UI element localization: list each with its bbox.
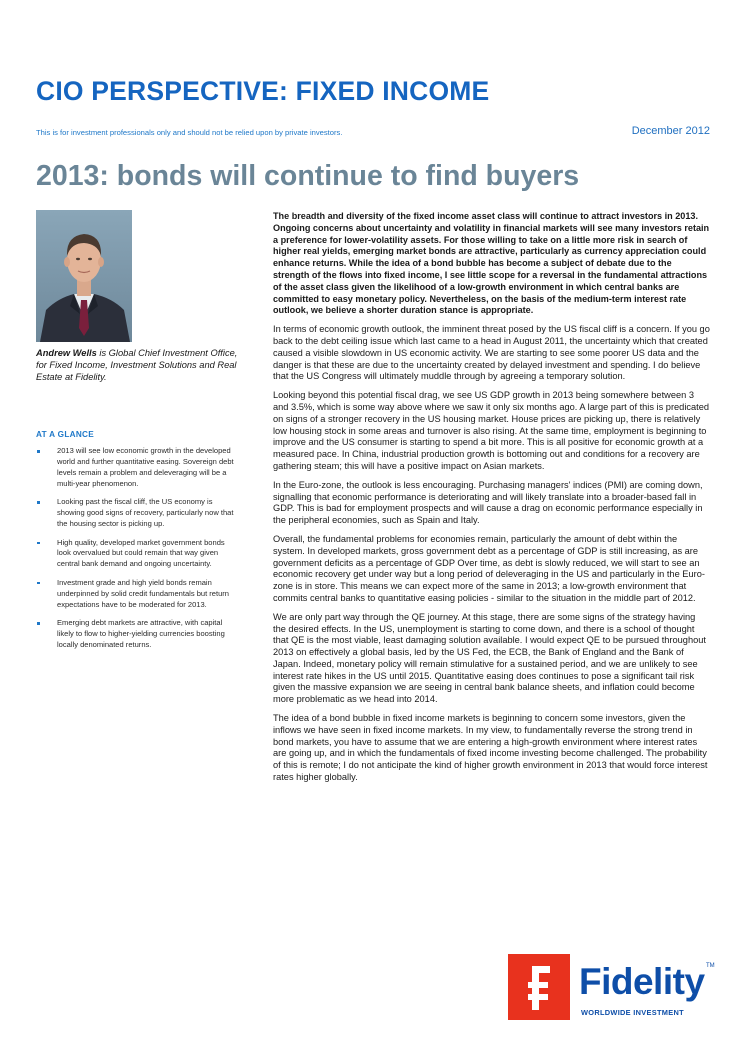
author-portrait-image — [36, 210, 132, 342]
article-paragraph: Looking beyond this potential fiscal drag, we see US GDP growth in 2013 being somewhere between 3 and 3.5%, which is some way above where we saw it only six months ago. A large part of this is predicated on signs of a stronger recovery in the US housing market. House prices are picking up, there is relatively low housing stock in some areas and turnover is also rising. At the same time, employment is beginning to improve and the US consumer is starting to spend a bit more. This is all positive for economic growth at a measured pace. In China, industrial production growth is bottoming out and conditions for a recovery are gathering steam; this will have a positive impact on Asian markets. — [273, 390, 710, 471]
series-title: CIO PERSPECTIVE: FIXED INCOME — [36, 76, 490, 106]
glance-item — [36, 578, 236, 611]
glance-item-text: Investment grade and high yield bonds remain underpinned by solid credit fundamentals but return expectations have to be moderated for 2013. — [57, 577, 230, 609]
fidelity-f-mark-icon — [508, 954, 570, 1020]
glance-heading: AT A GLANCE — [36, 430, 95, 439]
article-paragraph: The idea of a bond bubble in fixed income markets is beginning to concern some investors, given the inflows we have seen in fixed income markets. In my view, to fundamentally reverse the strong trend in bond markets, you have to assume that we are entering a high-growth environment where interest rates are going up, and in which the fundamentals of fixed income investing become challenged. The probability of this is remote; I do not anticipate the kind of higher growth environment in 2013 that would force interest rates higher globally. — [273, 713, 708, 783]
fidelity-wordmark: Fidelity — [579, 961, 705, 1002]
fidelity-tagline: WORLDWIDE INVESTMENT — [581, 1008, 684, 1017]
trademark-mark: TM — [706, 963, 715, 969]
bullet-icon — [37, 501, 40, 504]
bullet-icon — [37, 622, 40, 625]
author-caption-text: is Global Chief Investment Office, for Fixed Income, Investment Solutions and Real Estate at Fidelity. — [36, 348, 238, 382]
bullet-icon — [37, 450, 40, 453]
glance-item — [36, 497, 236, 530]
glance-item-text: 2013 will see low economic growth in the developed world and further quantitative easing. Sovereign debt levels remain a problem and deleveraging will be a multi-year phenomenon. — [57, 446, 234, 488]
disclaimer: This is for investment professionals only and should not be relied upon by private investors. — [36, 128, 343, 137]
glance-item-text: High quality, developed market government bonds look overvalued but could remain that way given central bank demand and ongoing uncertainty. — [57, 537, 225, 569]
article-paragraph: Overall, the fundamental problems for economies remain, particularly the amount of debt within the system. In developed markets, gross government debt as a percentage of GDP is still increasing, as are government deficits as a percentage of GDP Over time, as debt is slowly reduced, we will start to see an economic recovery get under way but a long period of deleveraging in the US and particularly in the Euro-zone is in store. This means we can expect more of the same in 2013; a low-growth environment that commits central banks to quantitative easing policies - similar to the situation in the middle part of 2012. — [273, 533, 705, 603]
article-headline: 2013: bonds will continue to find buyers — [36, 160, 580, 192]
glance-list — [36, 446, 236, 658]
bullet-icon — [37, 582, 40, 585]
author-photo — [36, 210, 132, 342]
glance-item — [36, 538, 236, 571]
article-body — [273, 211, 710, 791]
glance-item-text: Emerging debt markets are attractive, with capital likely to flow to higher-yielding currencies boosting locally denominated returns. — [57, 618, 225, 649]
bullet-icon — [37, 542, 40, 545]
article-paragraph: We are only part way through the QE journey. At this stage, there are some signs of the strategy having the desired effects. In the US, unemployment is starting to come down, and there is a school of thought that QE is the most viable, least damaging solution available. I would expect QE to be pursued throughout 2013 on effectively a global basis, led by the US Fed, the ECB, the Bank of England and the Bank of Japan. Indeed, monetary policy will remain stimulative for a sustained period, and we are unlikely to see interest rate hikes in the US until 2015. Quantitative easing does continues to pose a significant tail risk given the massive expansion we are seeing in central bank balance sheets, and inflation could become more problematic as we head into 2014. — [273, 611, 706, 705]
article-lead: The breadth and diversity of the fixed income asset class will continue to attract investors in 2013. Ongoing concerns about uncertainty and volatility in financial markets will see many investors retain a preference for lower-volatility assets. For those willing to take on a little more risk in search of higher real yields, emerging market bonds are attractive, particularly as currency appreciation could enhance returns. While the idea of a bond bubble has become a subject of debate due to the strength of the flows into fixed income, I see little scope for a reversal in the fundamental attractions of the asset class given the likelihood of a low-growth environment in which central banks are committed to easy monetary policy. Nevertheless, on the basis of the medium-term interest rate outlook, we believe a shorter duration stance is appropriate. — [273, 211, 710, 316]
fidelity-logo — [508, 954, 715, 1020]
article-paragraph: In the Euro-zone, the outlook is less encouraging. Purchasing managers' indices (PMI) are coming down, signalling that economic performance is deteriorating and will likely translate into a broader-based fall in GDP. This is bad for employment prospects and will cause a drag on economic performance especially in the peripheral economies, such as Spain and Italy. — [273, 479, 703, 526]
publication-date: December 2012 — [631, 125, 710, 137]
glance-item — [36, 446, 236, 490]
glance-item — [36, 618, 236, 651]
author-name: Andrew Wells — [36, 348, 97, 358]
author-caption — [36, 348, 241, 383]
glance-item-text: Looking past the fiscal cliff, the US economy is showing good signs of recovery, particularly now that the housing sector is picking up. — [57, 497, 234, 529]
article-paragraph: In terms of economic growth outlook, the imminent threat posed by the US fiscal cliff is a concern. If you go back to the debt ceiling issue which last came to a head in August 2011, the uncertainty which that created caused a visible slowdown in US economic activity. We are starting to see some poorer US data and the danger is that these are due to the uncertainty created by delayed investment and spending. I do believe that the US Congress will ultimately muddle through by agreeing a temporary solution. — [273, 324, 710, 382]
